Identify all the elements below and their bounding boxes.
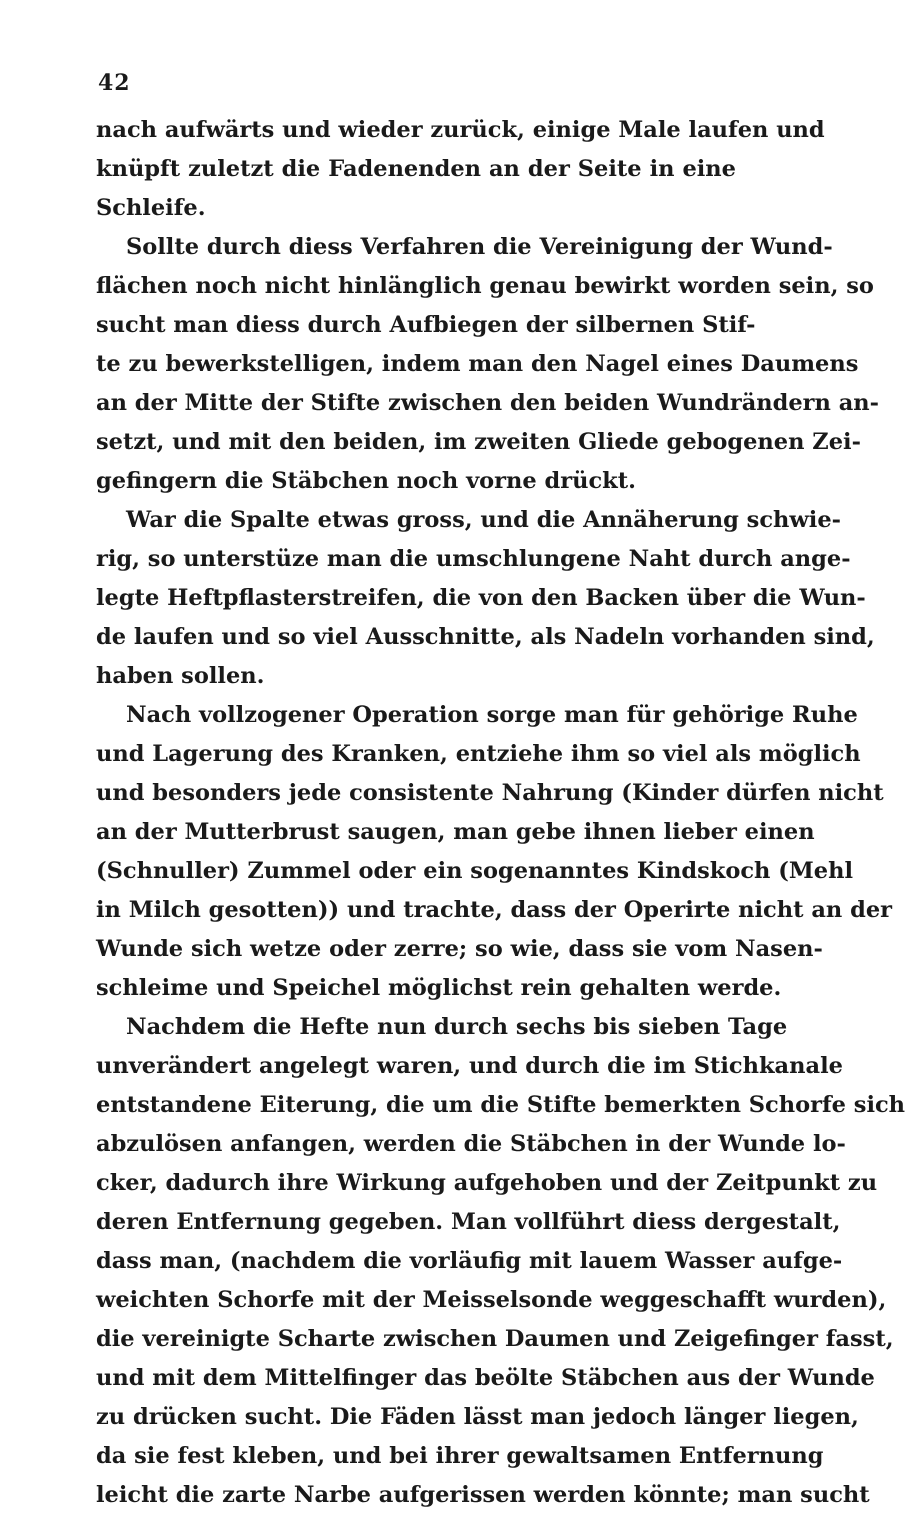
text-line: (Schnuller) Zummel oder ein sogenanntes Kindskoch (Mehl bbox=[96, 858, 854, 884]
text-line: deren Entfernung gegeben. Man vollführt diess dergestalt, bbox=[96, 1209, 841, 1235]
text-line: Wunde sich wetze oder zerre; so wie, dass sie vom Nasen- bbox=[96, 936, 823, 962]
text-line: dass man, (nachdem die vorläufig mit lauem Wasser aufge- bbox=[96, 1248, 843, 1274]
text-line: knüpft zuletzt die Fadenenden an der Seite in eine bbox=[96, 156, 736, 182]
text-line: Sollte durch diess Verfahren die Vereinigung der Wund- bbox=[126, 234, 833, 260]
text-line: und besonders jede consistente Nahrung (Kinder dürfen nicht bbox=[96, 780, 884, 806]
text-line: haben sollen. bbox=[96, 663, 265, 689]
text-line: unverändert angelegt waren, und durch die im Stichkanale bbox=[96, 1053, 843, 1079]
text-line: Nach vollzogener Operation sorge man für gehörige Ruhe bbox=[126, 702, 858, 728]
text-line: abzulösen anfangen, werden die Stäbchen in der Wunde lo- bbox=[96, 1131, 846, 1157]
text-line: da sie fest kleben, und bei ihrer gewaltsamen Entfernung bbox=[96, 1443, 824, 1469]
text-line: cker, dadurch ihre Wirkung aufgehoben und der Zeitpunkt zu bbox=[96, 1170, 878, 1196]
text-line: War die Spalte etwas gross, und die Annäherung schwie- bbox=[126, 507, 841, 533]
text-line: Nachdem die Hefte nun durch sechs bis sieben Tage bbox=[126, 1014, 788, 1040]
text-line: nach aufwärts und wieder zurück, einige Male laufen und bbox=[96, 117, 825, 143]
text-line: an der Mitte der Stifte zwischen den beiden Wundrändern an- bbox=[96, 390, 880, 416]
text-line: te zu bewerkstelligen, indem man den Nagel eines Daumens bbox=[96, 351, 859, 377]
text-line: die vereinigte Scharte zwischen Daumen und Zeigefinger fasst, bbox=[96, 1326, 894, 1352]
text-line: gefingern die Stäbchen noch vorne drückt. bbox=[96, 468, 636, 494]
text-line: flächen noch nicht hinlänglich genau bewirkt worden sein, so bbox=[96, 273, 874, 299]
text-line: legte Heftpflasterstreifen, die von den Backen über die Wun- bbox=[96, 585, 866, 611]
text-line: in Milch gesotten)) und trachte, dass der Operirte nicht an der bbox=[96, 897, 893, 923]
page-number: 42 bbox=[98, 70, 131, 96]
text-line: schleime und Speichel möglichst rein gehalten werde. bbox=[96, 975, 782, 1001]
body-text bbox=[96, 111, 905, 1515]
text-line: leicht die zarte Narbe aufgerissen werden könnte; man sucht bbox=[96, 1482, 870, 1508]
text-line: sucht man diess durch Aufbiegen der silbernen Stif- bbox=[96, 312, 756, 338]
text-line: zu drücken sucht. Die Fäden lässt man jedoch länger liegen, bbox=[96, 1404, 859, 1430]
text-line: entstandene Eiterung, die um die Stifte bemerkten Schorfe sich bbox=[96, 1092, 905, 1118]
text-line: Schleife. bbox=[96, 195, 206, 221]
text-line: und mit dem Mittelfinger das beölte Stäbchen aus der Wunde bbox=[96, 1365, 875, 1391]
text-line: an der Mutterbrust saugen, man gebe ihnen lieber einen bbox=[96, 819, 815, 845]
text-line: weichten Schorfe mit der Meisselsonde weggeschafft wurden), bbox=[96, 1287, 887, 1313]
text-line: rig, so unterstüze man die umschlungene Naht durch ange- bbox=[96, 546, 851, 572]
text-line: de laufen und so viel Ausschnitte, als Nadeln vorhanden sind, bbox=[96, 624, 875, 650]
text-line: setzt, und mit den beiden, im zweiten Gliede gebogenen Zei- bbox=[96, 429, 861, 455]
text-line: und Lagerung des Kranken, entziehe ihm so viel als möglich bbox=[96, 741, 861, 767]
